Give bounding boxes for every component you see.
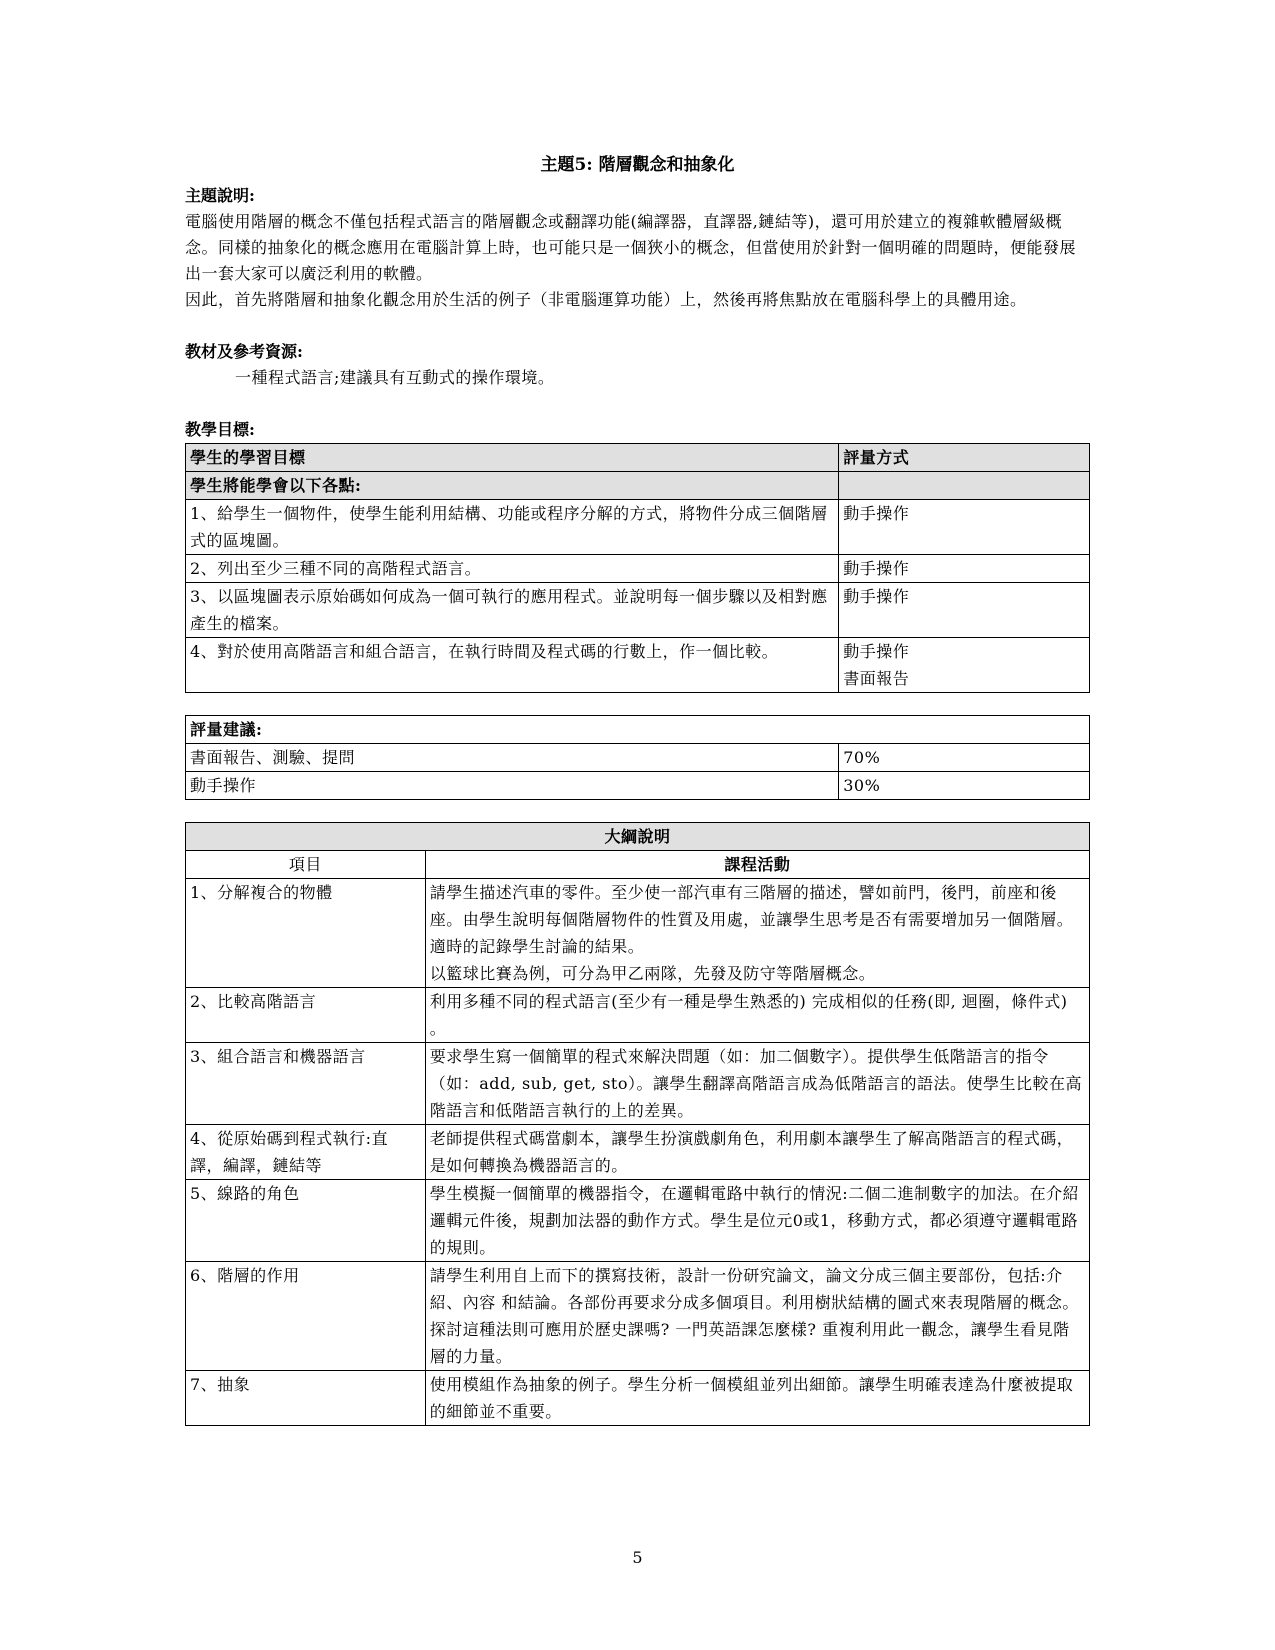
table-row <box>186 583 1090 638</box>
outline-item: 3、組合語言和機器語言 <box>186 1043 426 1125</box>
objective-goal: 3、以區塊圖表示原始碼如何成為一個可執行的應用程式。並說明每一個步驟以及相對應產生的檔案。 <box>186 583 839 638</box>
outline-activity: 要求學生寫一個簡單的程式來解決問題（如：加二個數字）。提供學生低階語言的指令（如：add, sub, get, sto）。讓學生翻譯高階語言成為低階語言的語法。使學生比較在高階語言和低階語言執行的上的差異。 <box>425 1043 1089 1125</box>
objectives-table <box>185 443 1090 693</box>
objectives-col-goal: 學生的學習目標 <box>186 444 839 472</box>
assessment-table <box>185 715 1090 800</box>
objective-goal: 2、列出至少三種不同的高階程式語言。 <box>186 555 839 583</box>
objectives-col-assess: 評量方式 <box>839 444 1090 472</box>
page-number: 5 <box>632 1548 643 1567</box>
outline-activity-text: 請學生描述汽車的零件。至少使一部汽車有三階層的描述，譬如前門，後門，前座和後座。由學生說明每個階層物件的性質及用處，並讓學生思考是否有需要增加另一個階層。適時的記錄學生討論的結果。 <box>429 883 1074 956</box>
table-row <box>186 1180 1090 1262</box>
description-paragraph-1: 電腦使用階層的概念不僅包括程式語言的階層觀念或翻譯功能(編譯器，直譯器,鏈結等)，還可用於建立的複雜軟體層級概念。同樣的抽象化的概念應用在電腦計算上時，也可能只是一個狹小的概念，但當使用於針對一個明確的問題時，便能發展出一套大家可以廣泛利用的軟體。 <box>185 212 1077 283</box>
outline-col-activity: 課程活動 <box>425 851 1089 879</box>
assessment-heading: 評量建議: <box>186 716 1090 744</box>
objective-assess: 動手操作 <box>839 500 1090 555</box>
description-paragraph-2: 因此，首先將階層和抽象化觀念用於生活的例子（非電腦運算功能）上，然後再將焦點放在電腦科學上的具體用途。 <box>185 290 1027 309</box>
objective-assess: 動手操作 <box>839 555 1090 583</box>
assessment-item: 動手操作 <box>186 772 839 800</box>
assessment-item: 書面報告、測驗、提問 <box>186 744 839 772</box>
objective-goal: 4、對於使用高階語言和組合語言，在執行時間及程式碼的行數上，作一個比較。 <box>186 638 839 693</box>
outline-item: 7、抽象 <box>186 1371 426 1426</box>
outline-item: 5、線路的角色 <box>186 1180 426 1262</box>
outline-activity: 老師提供程式碼當劇本，讓學生扮演戲劇角色，利用劇本讓學生了解高階語言的程式碼，是如何轉換為機器語言的。 <box>425 1125 1089 1180</box>
outline-activity-text: 以籃球比賽為例，可分為甲乙兩隊，先發及防守等階層概念。 <box>429 964 876 983</box>
outline-item: 4、從原始碼到程式執行:直譯，編譯，鏈結等 <box>186 1125 426 1180</box>
document-page <box>185 150 1090 1426</box>
outline-item: 2、比較高階語言 <box>186 988 426 1043</box>
objective-assess-line: 動手操作 <box>843 642 910 661</box>
table-row <box>186 638 1090 693</box>
table-row <box>186 1043 1090 1125</box>
objective-assess <box>839 638 1090 693</box>
objective-assess: 動手操作 <box>839 583 1090 638</box>
objectives-subheader: 學生將能學會以下各點: <box>186 472 839 500</box>
assessment-pct: 30% <box>839 772 1090 800</box>
table-row <box>186 879 1090 988</box>
page-title: 主題5: 階層觀念和抽象化 <box>540 155 735 175</box>
outline-activity: 請學生利用自上而下的撰寫技術，設計一份研究論文，論文分成三個主要部份，包括:介紹、內容 和結論。各部份再要求分成多個項目。利用樹狀結構的圖式來表現階層的概念。探討這種法則可應用於歷史課嗎? 一門英語課怎麼樣? 重複利用此一觀念，讓學生看見階層的力量。 <box>425 1262 1089 1371</box>
table-row <box>186 772 1090 800</box>
materials-heading: 教材及參考資源: <box>185 342 303 361</box>
table-row <box>186 988 1090 1043</box>
table-row <box>186 555 1090 583</box>
objective-assess-line: 書面報告 <box>843 669 910 688</box>
outline-col-item: 項目 <box>186 851 426 879</box>
objectives-heading: 教學目標: <box>185 420 255 439</box>
table-row <box>186 500 1090 555</box>
table-row <box>186 1125 1090 1180</box>
table-row <box>186 1371 1090 1426</box>
outline-activity: 使用模組作為抽象的例子。學生分析一個模組並列出細節。讓學生明確表達為什麼被提取的細節並不重要。 <box>425 1371 1089 1426</box>
outline-activity <box>425 879 1089 988</box>
outline-item: 6、階層的作用 <box>186 1262 426 1371</box>
outline-heading: 大綱說明 <box>186 823 1090 851</box>
table-row <box>186 744 1090 772</box>
outline-table <box>185 822 1090 1426</box>
table-row <box>186 1262 1090 1371</box>
outline-activity: 學生模擬一個簡單的機器指令，在邏輯電路中執行的情況:二個二進制數字的加法。在介紹邏輯元件後，規劃加法器的動作方式。學生是位元0或1，移動方式，都必須遵守邏輯電路的規則。 <box>425 1180 1089 1262</box>
description-heading: 主題說明: <box>185 186 255 205</box>
materials-text: 一種程式語言;建議具有互動式的操作環境。 <box>235 368 555 387</box>
outline-item: 1、分解複合的物體 <box>186 879 426 988</box>
objective-goal: 1、給學生一個物件，使學生能利用結構、功能或程序分解的方式，將物件分成三個階層式的區塊圖。 <box>186 500 839 555</box>
assessment-pct: 70% <box>839 744 1090 772</box>
outline-activity: 利用多種不同的程式語言(至少有一種是學生熟悉的) 完成相似的任務(即, 迴圈，條件式) 。 <box>425 988 1089 1043</box>
